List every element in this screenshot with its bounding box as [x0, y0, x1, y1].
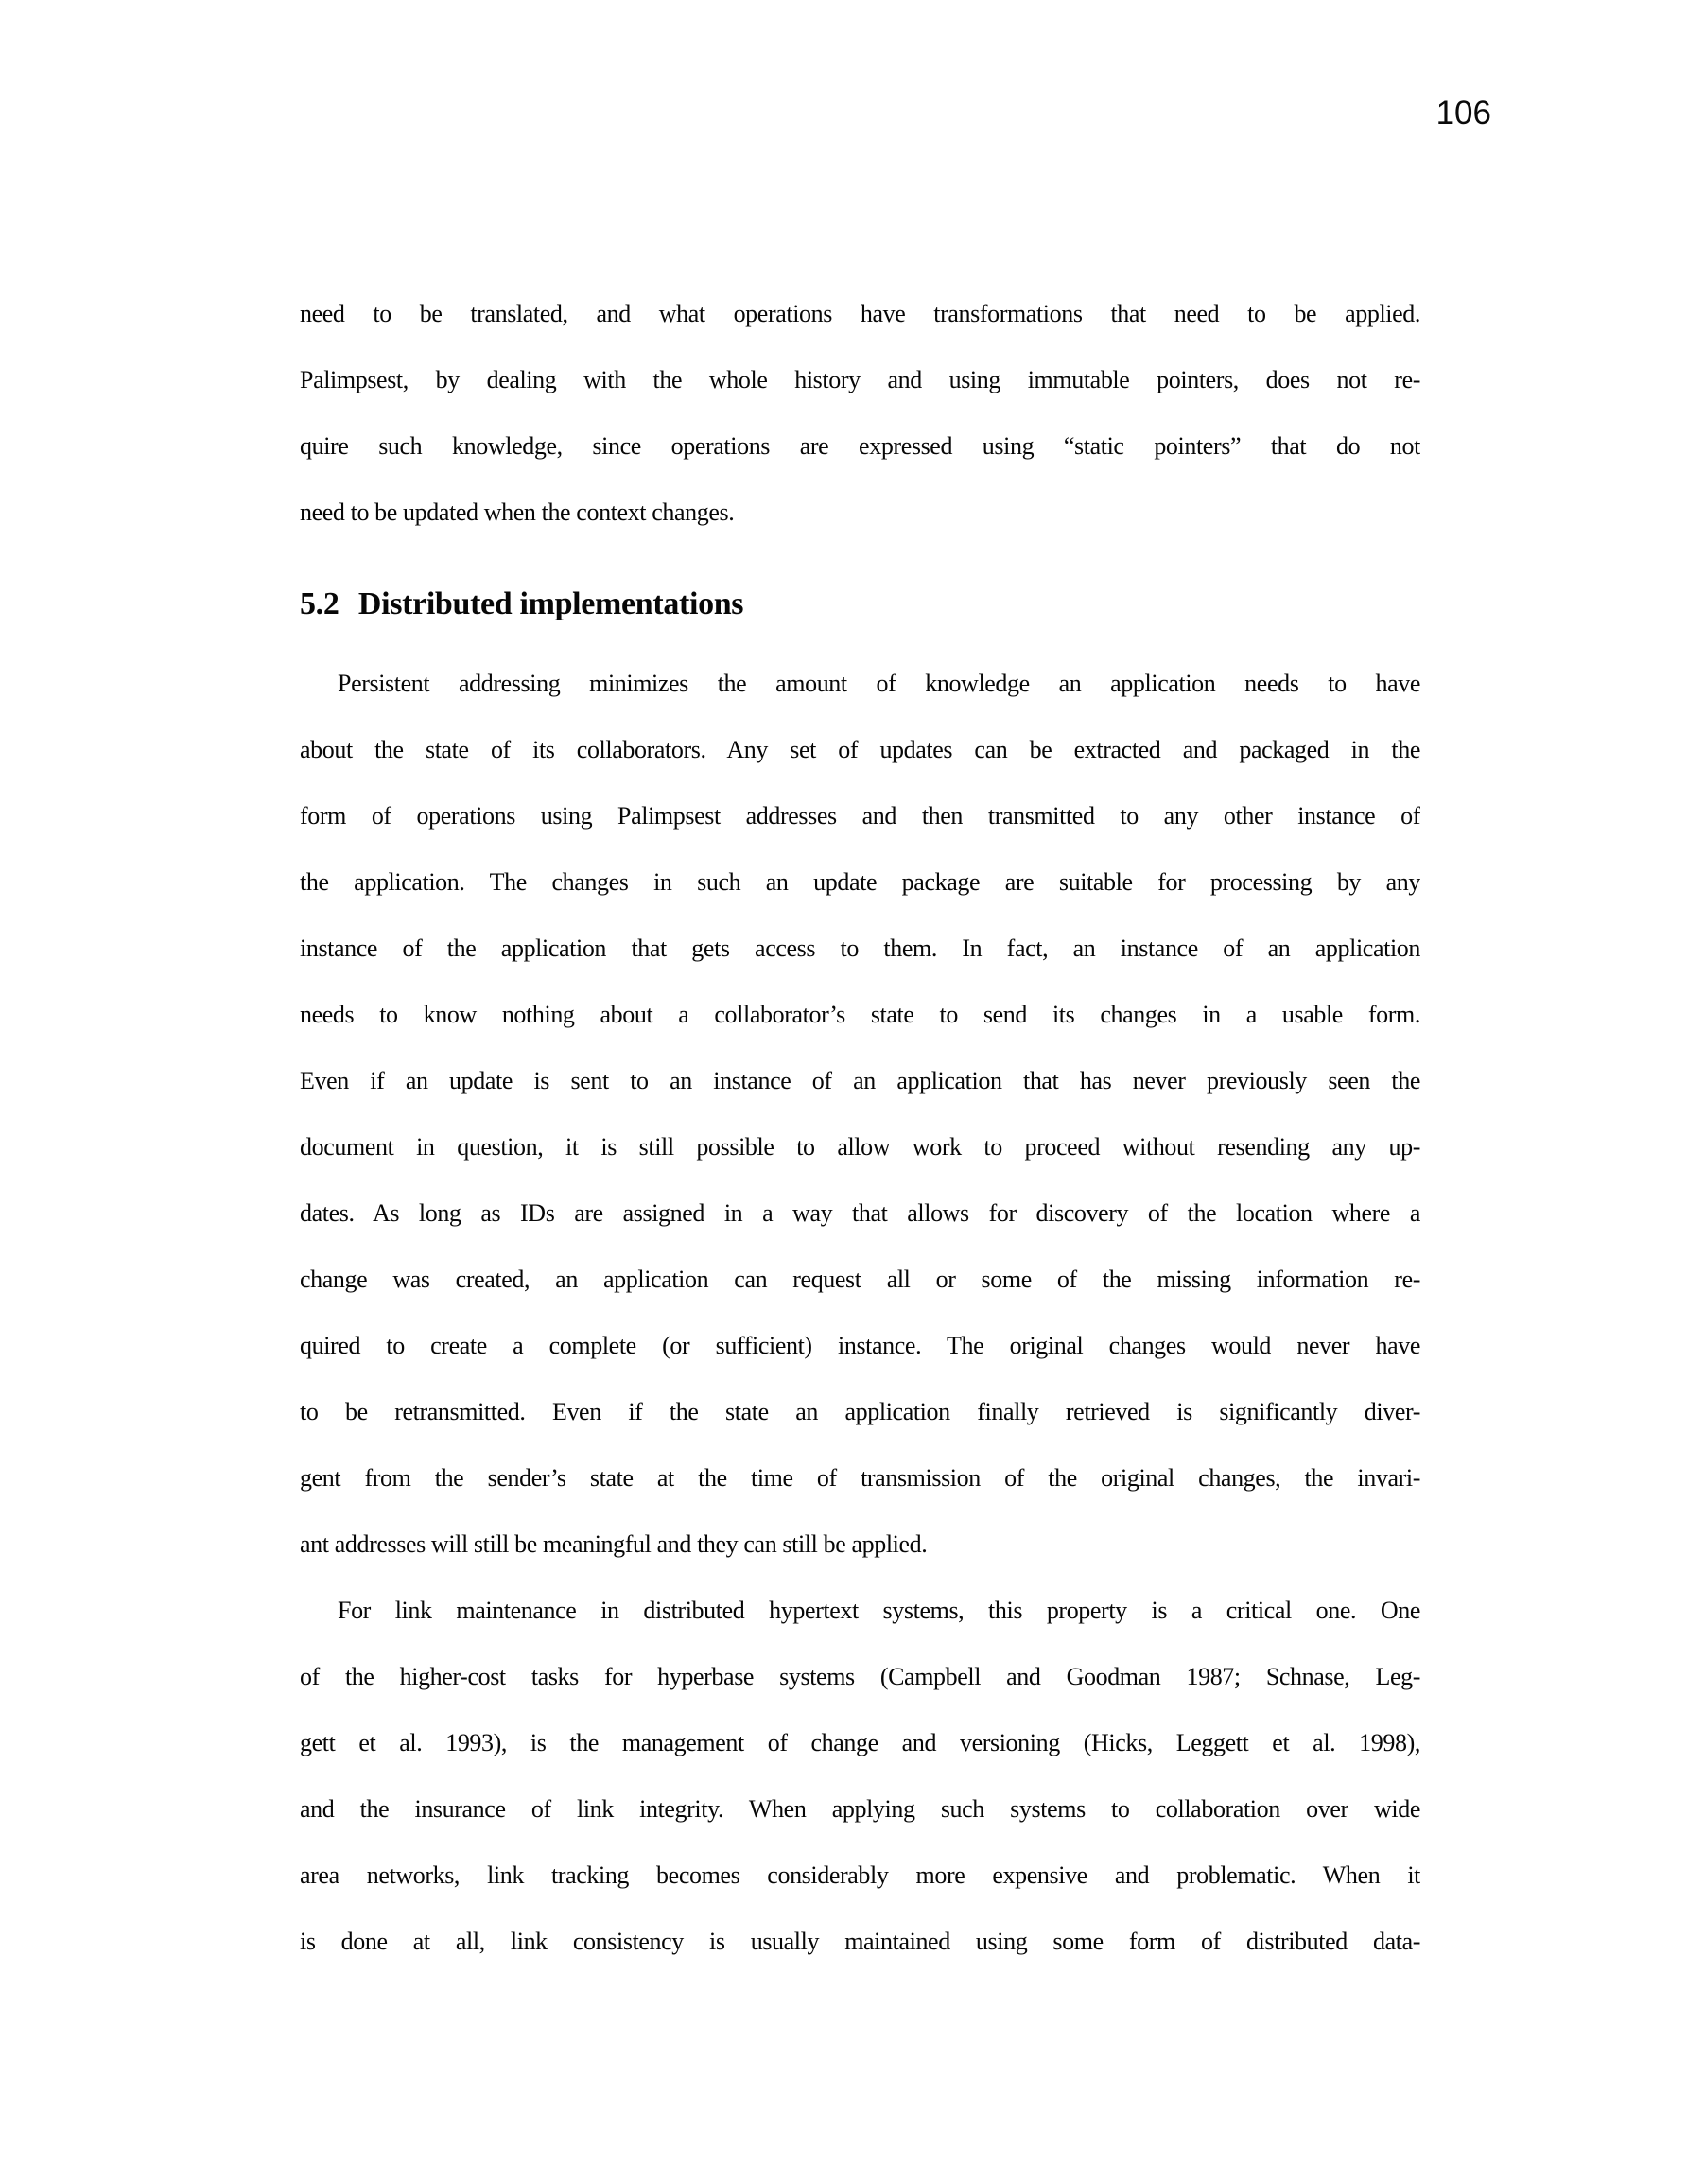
paragraph	[300, 651, 1420, 1578]
text-body	[300, 0, 1420, 1975]
text-line: need to be translated, and what operations have transformations that need to be applied.	[300, 300, 1420, 327]
text-line: Even if an update is sent to an instance of an application that has never previously seen the	[300, 1067, 1420, 1094]
text-line: gett et al. 1993), is the management of change and versioning (Hicks, Leggett et al. 1998),	[300, 1729, 1420, 1756]
section-title: Distributed implementations	[357, 586, 744, 621]
text-line: ant addresses will still be meaningful and they can still be applied.	[300, 1530, 928, 1558]
text-line: document in question, it is still possible to allow work to proceed without resending any up-	[300, 1133, 1420, 1161]
page-number: 106	[1435, 95, 1491, 131]
section-heading	[300, 584, 1420, 625]
text-line: and the insurance of link integrity. When applying such systems to collaboration over wide	[300, 1795, 1420, 1823]
text-line: area networks, link tracking becomes considerably more expensive and problematic. When it	[300, 1861, 1420, 1889]
text-line: quire such knowledge, since operations are expressed using “static pointers” that do not	[300, 432, 1420, 460]
text-line: about the state of its collaborators. Any set of updates can be extracted and packaged in the	[300, 736, 1420, 763]
text-line: needs to know nothing about a collaborator’s state to send its changes in a usable form.	[300, 1001, 1420, 1028]
paragraph	[300, 1578, 1420, 1975]
text-line: to be retransmitted. Even if the state an application finally retrieved is significantly diver-	[300, 1398, 1420, 1425]
section-number: 5.2	[300, 586, 339, 621]
text-line: instance of the application that gets access to them. In fact, an instance of an application	[300, 935, 1420, 962]
text-line: the application. The changes in such an update package are suitable for processing by any	[300, 868, 1420, 896]
text-line: form of operations using Palimpsest addresses and then transmitted to any other instance of	[300, 802, 1420, 830]
text-line: change was created, an application can request all or some of the missing information re-	[300, 1266, 1420, 1293]
text-line: For link maintenance in distributed hypertext systems, this property is a critical one. One	[338, 1597, 1420, 1624]
paragraph	[300, 281, 1420, 546]
text-line: of the higher-cost tasks for hyperbase systems (Campbell and Goodman 1987; Schnase, Leg-	[300, 1663, 1420, 1690]
text-line: quired to create a complete (or sufficient) instance. The original changes would never have	[300, 1332, 1420, 1359]
text-line: is done at all, link consistency is usually maintained using some form of distributed data-	[300, 1928, 1420, 1955]
text-line: Persistent addressing minimizes the amount of knowledge an application needs to have	[338, 670, 1420, 697]
text-line: Palimpsest, by dealing with the whole history and using immutable pointers, does not re-	[300, 366, 1420, 393]
text-line: dates. As long as IDs are assigned in a way that allows for discovery of the location where a	[300, 1199, 1420, 1227]
text-line: need to be updated when the context changes.	[300, 498, 735, 526]
text-line: gent from the sender’s state at the time of transmission of the original changes, the invari-	[300, 1464, 1420, 1492]
